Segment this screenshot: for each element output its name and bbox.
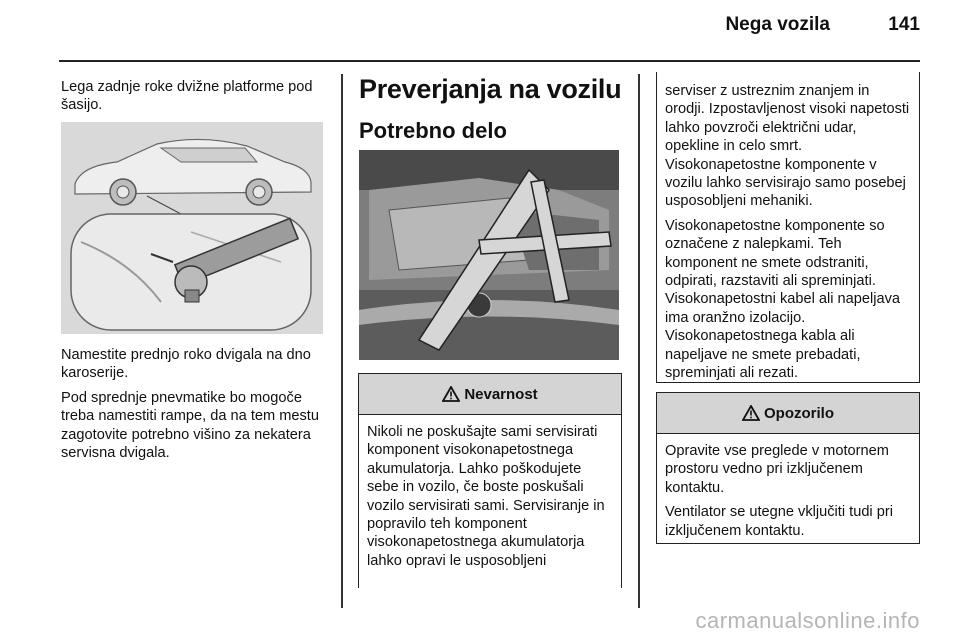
danger-box-body	[359, 415, 621, 580]
column-divider-left	[341, 74, 343, 608]
watermark: carmanualsonline.info	[695, 608, 920, 633]
section-title: Nega vozila	[725, 14, 830, 35]
header-divider	[59, 60, 920, 62]
main-heading: Preverjanja na vozilu	[359, 74, 622, 104]
column-divider-right	[638, 74, 640, 608]
caution-box	[656, 392, 920, 544]
danger-box-continued	[656, 72, 920, 383]
danger-continued-para1: serviser z ustreznim znanjem in orodji. Izpostavljenost visoki napetosti lahko povzroči električni udar, opekline in celo smrt. Visokonapetostne komponente v vozilu lahko servisirajo samo posebej usposobljeni mehaniki.	[665, 83, 910, 210]
danger-continued-para2: Visokonapetostne komponente so označene z nalepkami. Teh komponent ne smete odstraniti, odpirati, razstaviti ali spreminjati. Visokonapetostni kabel ali napeljava ima oranžno izolacijo. Visokonapetostnega kabla ali napeljave ne smete prebadati, spreminjati ali rezati.	[665, 217, 901, 382]
danger-continued-body	[657, 72, 919, 393]
danger-text: Nikoli ne poskušajte sami servisirati komponent visokonapetostnega akumulatorja. Lahko poškodujete sebe in vozilo, če boste poskušali vozilo servisirati sami. Servisiranje in popravilo teh komponent visokonapetostnega akumulatorja lahko opravi le usposobljeni	[367, 424, 605, 569]
engine-bay-photo	[359, 150, 619, 360]
intro-paragraph: Lega zadnje roke dvižne platforme pod šasijo.	[61, 79, 313, 114]
lift-arm-illustration	[61, 122, 323, 334]
caution-box-title: Opozorilo	[764, 404, 834, 422]
page-number: 141	[888, 14, 920, 35]
caution-para1: Opravite vse preglede v motornem prostoru vedno pri izključenem kontaktu.	[665, 443, 889, 496]
warning-triangle-icon	[742, 405, 760, 421]
danger-box-header	[359, 374, 621, 415]
caution-box-body	[657, 434, 919, 550]
caution-box-header	[657, 393, 919, 434]
warning-triangle-icon	[442, 386, 460, 402]
caution-para2: Ventilator se utegne vključiti tudi pri izključenem kontaktu.	[665, 504, 893, 539]
left-body	[61, 346, 329, 468]
left-intro	[61, 78, 329, 121]
ramp-paragraph: Pod sprednje pnevmatike bo mogoče treba namestiti rampe, da na tem mestu zagotovite potrebno višino za nekatera servisna dvigala.	[61, 389, 319, 462]
car-lift-drawing	[61, 122, 323, 334]
engine-bay-drawing	[359, 150, 619, 360]
danger-box	[358, 373, 622, 588]
sub-heading: Potrebno delo	[359, 118, 507, 143]
danger-box-title: Nevarnost	[464, 385, 538, 403]
lift-placement-paragraph: Namestite prednjo roko dvigala na dno karoserije.	[61, 347, 311, 382]
